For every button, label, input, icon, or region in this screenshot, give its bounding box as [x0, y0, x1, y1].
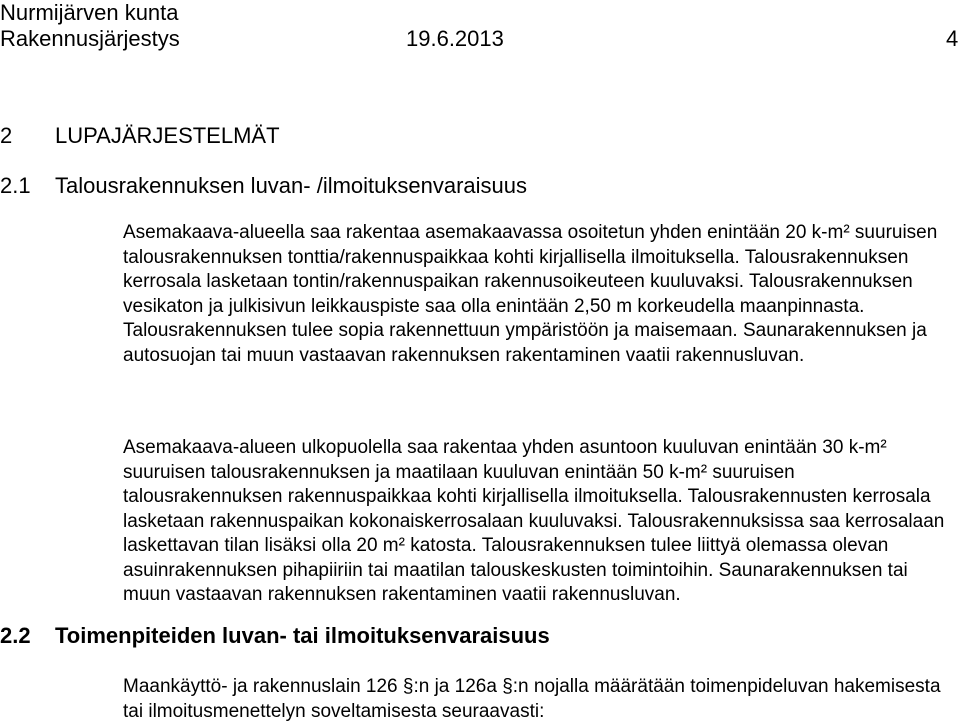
chapter-number: 2 [0, 123, 13, 148]
section-title: Talousrakennuksen luvan- /ilmoituksenvaraisuus [55, 173, 528, 198]
paragraph: Maankäyttö- ja rakennuslain 126 §:n ja 126a §:n nojalla määrätään toimenpideluvan hakemisesta tai ilmoitusmenettelyn soveltamisesta seuraavasti: [123, 676, 941, 722]
header-document-title: Rakennusjärjestys [0, 26, 180, 51]
chapter-title: LUPAJÄRJESTELMÄT [55, 123, 280, 148]
section-number: 2.1 [0, 173, 31, 198]
header-page-number: 4 [946, 26, 959, 51]
section-title: Toimenpiteiden luvan- tai ilmoituksenvaraisuus [55, 623, 550, 648]
section-number: 2.2 [0, 623, 31, 648]
paragraph: Asemakaava-alueella saa rakentaa asemakaavassa osoitetun yhden enintään 20 k-m² suuruisen talousrakennuksen tonttia/rakennuspaikkaa kohti kirjallisella ilmoituksella. Talousrakennuksen kerrosala lasketaan tontin/rakennuspaikan rakennusoikeuteen kuuluvaksi. Talousrakennuksen vesikaton ja julkisivun leikkauspiste saa olla enintään 2,50 m korkeudella maanpinnasta. Talousrakennuksen tulee sopia rakennettuun ympäristöön ja maisemaan. Saunarakennuksen ja autosuojan tai muun vastaavan rakennuksen rakentaminen vaatii rakennusluvan. [123, 222, 938, 366]
header-organization: Nurmijärven kunta [0, 0, 179, 25]
paragraph: Asemakaava-alueen ulkopuolella saa rakentaa yhden asuntoon kuuluvan enintään 30 k-m² suuruisen talousrakennuksen ja maatilaan kuuluvan enintään 50 k-m² suuruisen talousrakennuksen rakennuspaikkaa kohti kirjallisella ilmoituksella. Talousrakennusten kerrosala lasketaan rakennuspaikan kokonaiskerrosalaan kuuluvaksi. Talousrakennuksissa saa kerrosalaan laskettavan tilan lisäksi olla 20 m² katosta. Talousrakennuksen tulee liittyä olemassa olevan asuinrakennuksen pihapiiriin tai maatilan talouskeskusten toimintoihin. Saunarakennuksen tai muun vastaavan rakennuksen rakentaminen vaatii rakennusluvan. [123, 437, 945, 605]
header-date: 19.6.2013 [406, 26, 504, 51]
